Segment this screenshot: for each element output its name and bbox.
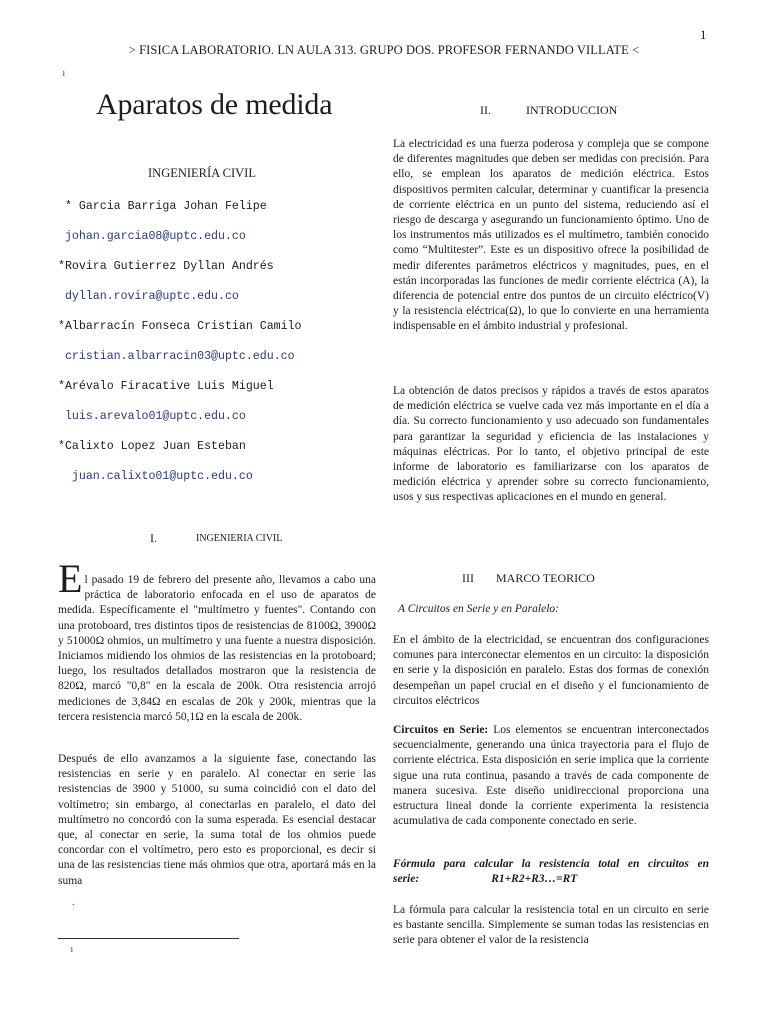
- section-3-number: III: [462, 571, 474, 585]
- section-2-paragraph-2: La obtención de datos precisos y rápidos a través de estos aparatos de medición eléctrica se vuelve cada vez más importante en el día a día. Su correcto funcionamiento y uso adecuado son fundamentales para garantizar la seguridad y eficiencia de las instalaciones y máquinas eléctricas. Por lo tanto, el objetivo principal de este informe de laboratorio es familiarizarse con los aparatos de medición eléctrica y aprender sobre su correcto funcionamiento, usos y sus respectivas aplicaciones en el mundo en general.: [393, 385, 709, 504]
- author-email[interactable]: johan.garcia08@uptc.edu.co: [58, 230, 246, 243]
- paper-title: Aparatos de medida: [96, 88, 333, 121]
- series-resistance-formula: R1+R2+R3…=RT: [491, 873, 578, 886]
- running-header: > FISICA LABORATORIO. LN AULA 313. GRUPO DOS. PROFESOR FERNANDO VILLATE <: [128, 43, 640, 57]
- section-1-paragraph-2: Después de ello avanzamos a la siguiente fase, conectando las resistencias en serie y en paralelo. Al conectar en serie las resistencias de 3900 y 51000, su suma coincidió con el dato del voltímetro; sin embargo, al conectarlas en paralelo, el dato del multímetro no concordó con la suma esperada. Es esencial destacar que, al conectar en serie, la suma total de los ohmios puede concordar con el voltímetro, pero esto es proporcional, es decir si una de las resistencias tiene más ohmios que otra, aportará más en la suma: [58, 753, 376, 887]
- author-email[interactable]: cristian.albarracin03@uptc.edu.co: [58, 350, 295, 363]
- section-1-title: INGENIERIA CIVIL: [196, 533, 283, 544]
- left-margin-mark: 1: [62, 70, 66, 78]
- section-2-paragraph-1: La electricidad es una fuerza poderosa y compleja que se compone de diferentes magnitudes que deben ser medidas con precisión. Para ello, se emplean los aparatos de medición eléctrica. Estos dispositivos permiten calcular, determinar y cuantificar la presencia de corriente eléctrica en un punto del sistema, reduciendo así el riesgo de descarga y asegurando un funcionamiento óptimo. Uno de los instrumentos más utilizados es el multímetro, también conocido como “Multitester”. Este es un dispositivo ofrece la posibilidad de medir diferentes parámetros eléctricos y magnitudes, pues, en el están incorporadas las funciones de medir corriente eléctrica (A), la diferencia de potencial entre dos puntos de un circuito eléctrico(V) y la resistencia eléctrica(Ω), lo que lo convierte en una herramienta indispensable en el ámbito industrial y profesional.: [393, 138, 709, 333]
- drop-cap: E: [58, 556, 83, 601]
- author-email[interactable]: dyllan.rovira@uptc.edu.co: [58, 290, 239, 303]
- author-name: *Rovira Gutierrez Dyllan Andrés: [58, 260, 274, 273]
- section-1-paragraph-1: [58, 556, 376, 725]
- section-3-paragraph-1: En el ámbito de la electricidad, se encuentran dos configuraciones comunes para interconectar elementos en un circuito: la disposición en serie y la disposición en paralelo. Estas dos formas de conexión desempeñan un papel crucial en el diseño y el funcionamiento de circuitos eléctricos: [393, 634, 709, 707]
- section-1-number: I.: [150, 531, 157, 545]
- section-3-paragraph-3: La fórmula para calcular la resistencia total en un circuito en serie es bastante sencilla. Simplemente se suman todas las resistencias en serie para obtener el valor de la resistencia: [393, 904, 709, 947]
- section-2-number: II.: [480, 103, 491, 117]
- author-name: *Albarracín Fonseca Cristian Camilo: [58, 320, 302, 333]
- author-name: *Calixto Lopez Juan Esteban: [58, 440, 246, 453]
- formula-paragraph: [393, 857, 709, 887]
- series-circuits-label: Circuitos en Serie:: [393, 724, 489, 736]
- section-1-paragraph-1-text: l pasado 19 de febrero del presente año, llevamos a cabo una práctica de laboratorio enfocada en el uso de aparatos de medida. Específicamente el "multímetro y fuentes". Contando con una protoboard, tres distintos tipos de resistencias de 8100Ω, 3900Ω y 51000Ω ohmios, un multímetro y una fuente a nuestra disposición. Iniciamos midiendo los ohmios de las resistencias en la protoboard; luego, los resultados detallados mostraron que la resistencia de 820Ω, marcó "0,8" en la escala de 200k. Otra resistencia arrojó mediciones de 3,84Ω en escalas de 20k y 200k, mientras que la tercera resistencia marcó 50,1Ω en la escala de 200k.: [58, 574, 376, 723]
- section-3-title: MARCO TEORICO: [496, 571, 595, 585]
- footnote-mark: 1: [70, 946, 74, 954]
- subsection-heading: A Circuitos en Serie y en Paralelo:: [398, 603, 559, 615]
- paper-subtitle: INGENIERÍA CIVIL: [148, 166, 256, 180]
- page-number: 1: [700, 27, 707, 42]
- author-email[interactable]: luis.arevalo01@uptc.edu.co: [58, 410, 246, 423]
- trailing-dot: .: [72, 897, 75, 908]
- series-circuits-text: Los elementos se encuentran interconectados secuencialmente, generando una única trayectoria para el flujo de corriente eléctrica. Esta disposición en serie implica que la corriente sigue una ruta continua, pasando a través de cada componente de manera sucesiva. Este diseño unidireccional proporciona una estructura lineal donde la corriente experimenta la resistencia acumulativa de cada componente conectado en serie.: [393, 724, 709, 828]
- author-email[interactable]: juan.calixto01@uptc.edu.co: [58, 470, 253, 483]
- author-list: [58, 198, 378, 498]
- footnote-divider: [58, 938, 239, 939]
- section-3-paragraph-2: [393, 723, 709, 829]
- section-2-title: INTRODUCCION: [526, 103, 618, 117]
- author-name: *Arévalo Firacative Luis Miguel: [58, 380, 274, 393]
- author-name: * Garcia Barriga Johan Felipe: [58, 200, 267, 213]
- formula-label: Fórmula para calcular la resistencia total en circuitos en serie:: [393, 858, 709, 886]
